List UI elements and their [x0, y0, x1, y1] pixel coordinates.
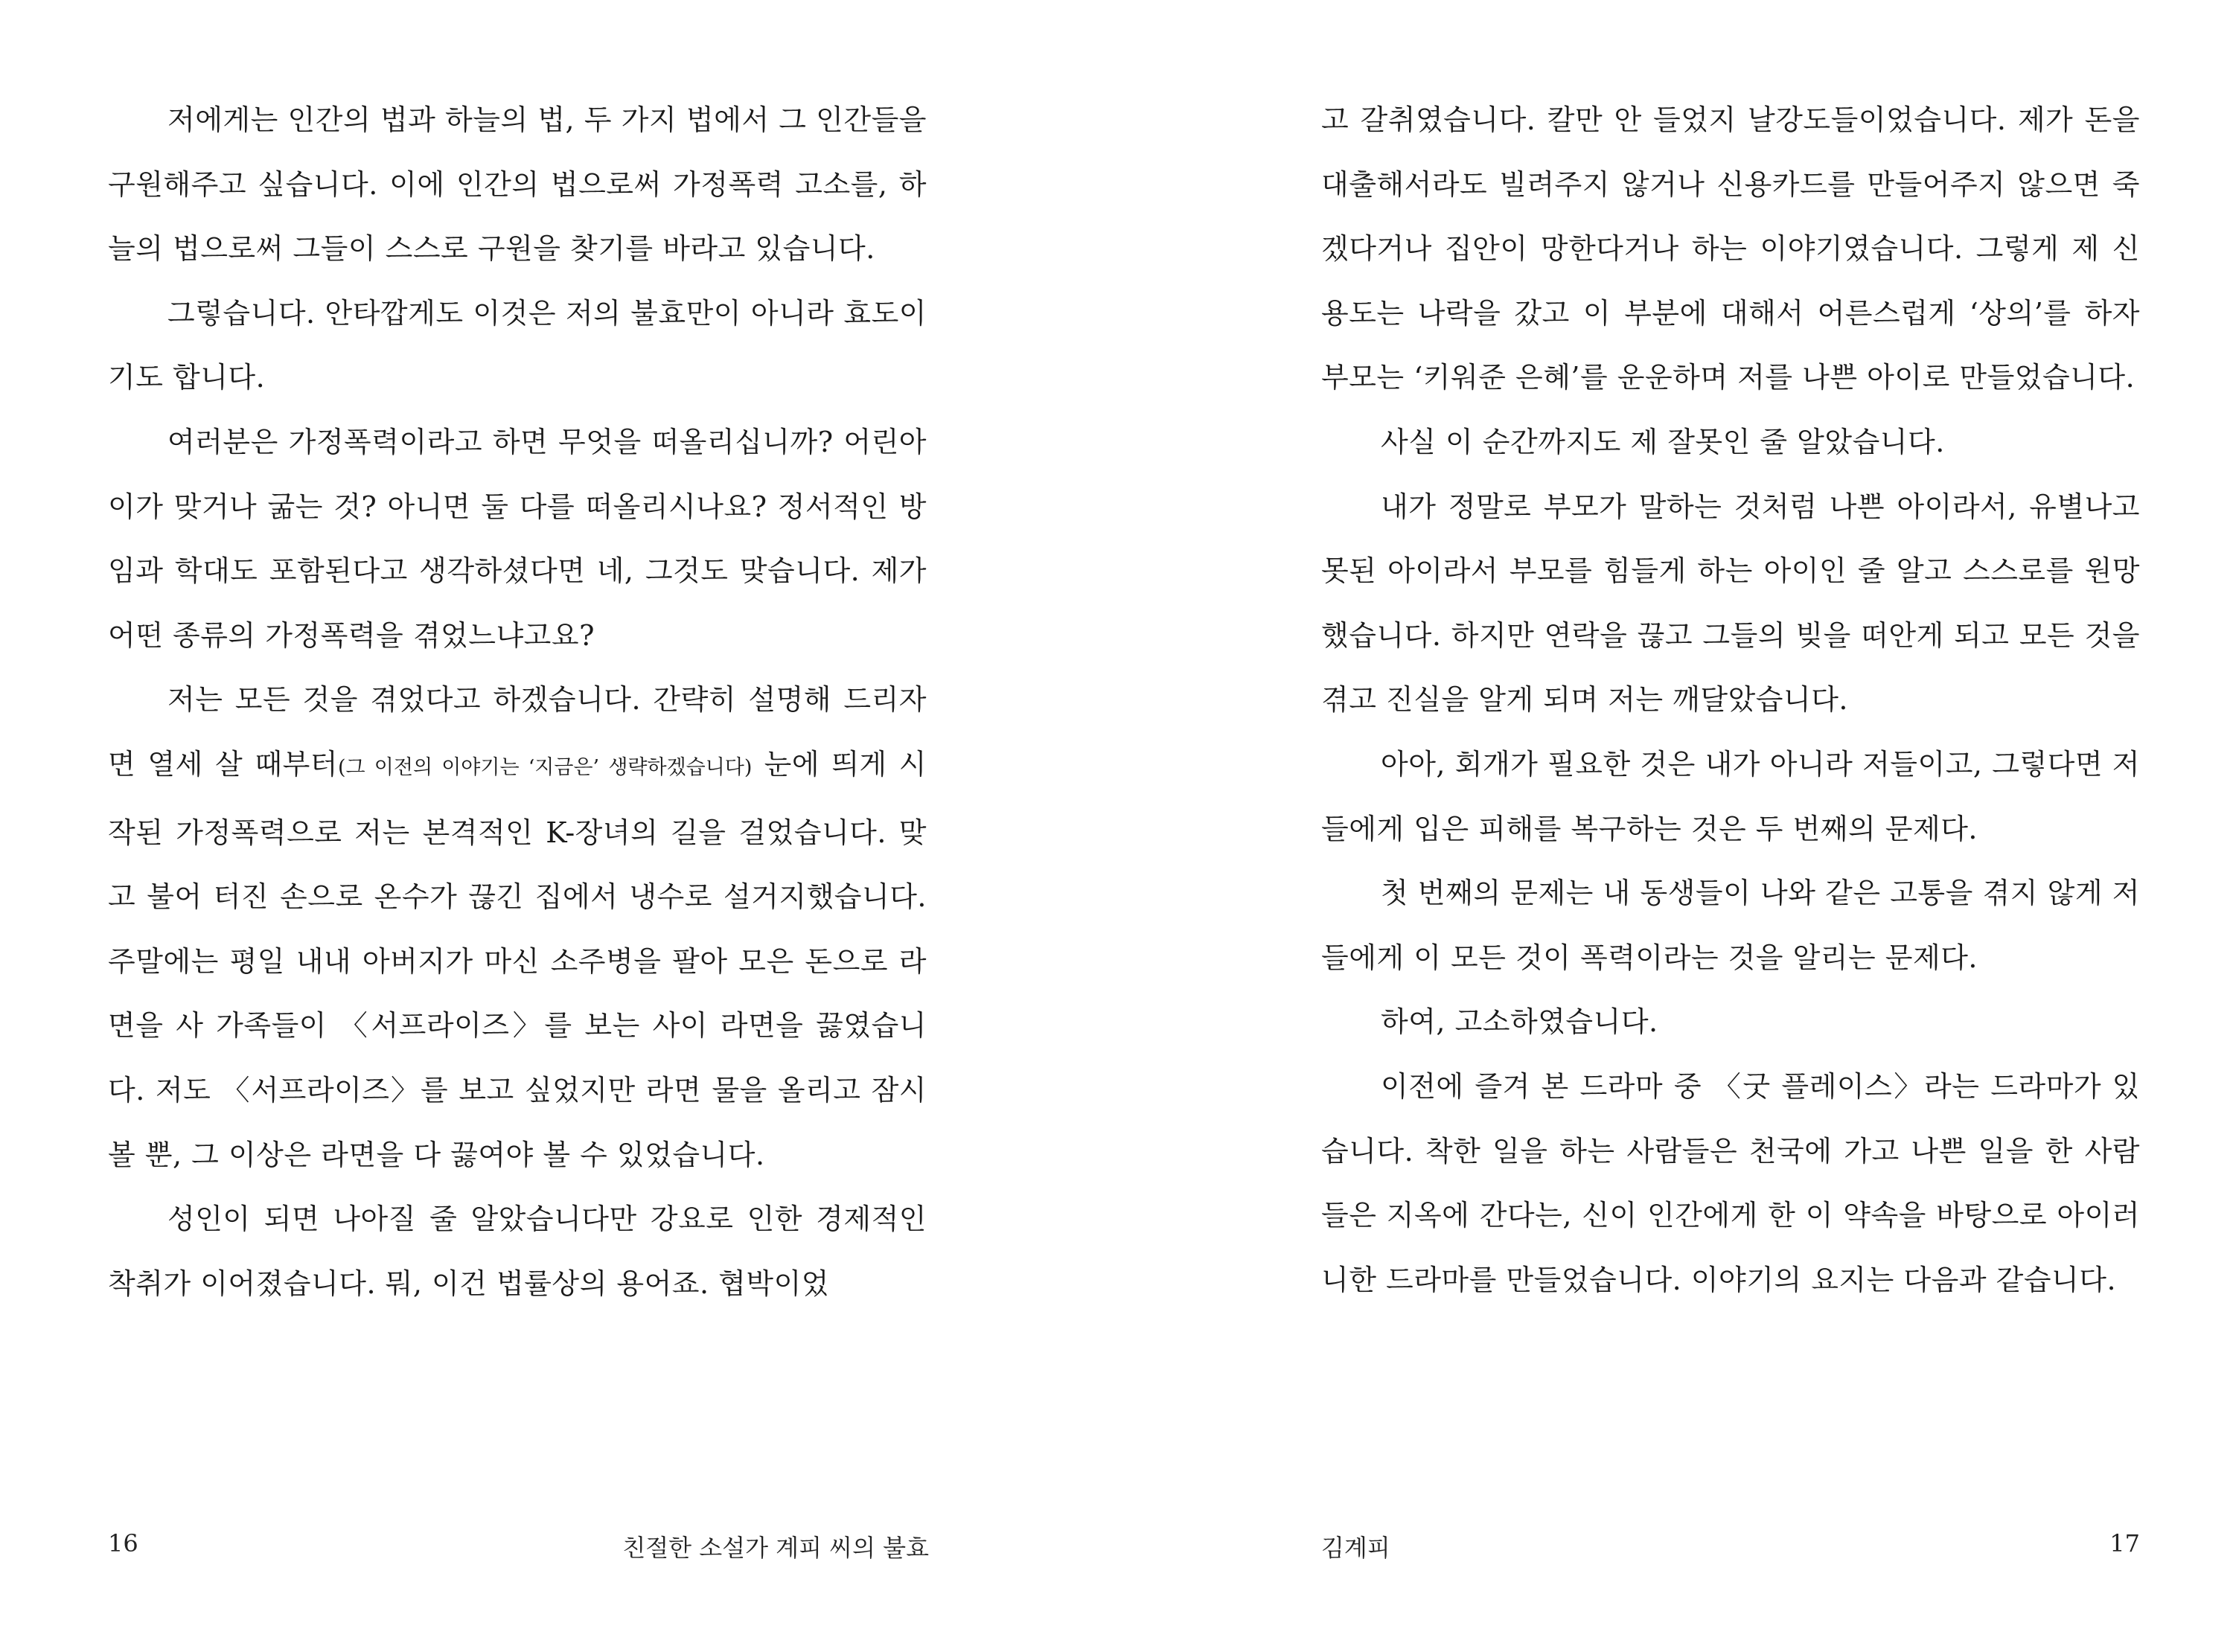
paragraph: 여러분은 가정폭력이라고 하면 무엇을 떠올리십니까? 어린아이가 맞거나 굶는 것? 아니면 둘 다를 떠올리시나요? 정서적인 방임과 학대도 포함된다고 생각하셨다면 네, 그것도 맞습니다. 제가 어떤 종류의 가정폭력을 겪었느냐고요?	[108, 425, 927, 652]
paragraph: 첫 번째의 문제는 내 동생들이 나와 같은 고통을 겪지 않게 저들에게 이 모든 것이 폭력이라는 것을 알리는 문제다.	[1321, 877, 2140, 974]
paragraph: 이전에 즐겨 본 드라마 중 〈굿 플레이스〉라는 드라마가 있습니다. 착한 일을 하는 사람들은 천국에 가고 나쁜 일을 한 사람들은 지옥에 간다는, 신이 인간에게 한 이 약속을 바탕으로 아이러니한 드라마를 만들었습니다. 이야기의 요지는 다음과 같습니다.	[1321, 1069, 2140, 1296]
right-page	[1116, 0, 2233, 1652]
right-page-body	[1321, 88, 2140, 1312]
paragraph	[108, 667, 927, 1187]
paragraph-text: 눈에 띄게 시작된 가정폭력으로 저는 본격적인 K-장녀의 길을 걸었습니다. 맞고 불어 터진 손으로 온수가 끊긴 집에서 냉수로 설거지했습니다. 주말에는 평일 내내 아버지가 마신 소주병을 팔아 모은 돈으로 라면을 사 가족들이 〈서프라이즈〉를 보는 사이 라면을 끓였습니다. 저도 〈서프라이즈〉를 보고 싶었지만 라면 물을 올리고 잠시 볼 뿐, 그 이상은 라면을 다 끓여야 볼 수 있었습니다.	[108, 747, 927, 1171]
page-number: 16	[108, 1529, 138, 1557]
paragraph: 저에게는 인간의 법과 하늘의 법, 두 가지 법에서 그 인간들을 구원해주고 싶습니다. 이에 인간의 법으로써 가정폭력 고소를, 하늘의 법으로써 그들이 스스로 구원을 찾기를 바라고 있습니다.	[108, 103, 927, 266]
paragraph: 그렇습니다. 안타깝게도 이것은 저의 불효만이 아니라 효도이기도 합니다.	[108, 296, 927, 394]
page-number: 17	[2109, 1529, 2140, 1557]
paragraph: 아아, 회개가 필요한 것은 내가 아니라 저들이고, 그렇다면 저들에게 입은 피해를 복구하는 것은 두 번째의 문제다.	[1321, 747, 2140, 845]
parenthetical-note: (그 이전의 이야기는 ‘지금은’ 생략하겠습니다)	[338, 755, 753, 779]
paragraph: 내가 정말로 부모가 말하는 것처럼 나쁜 아이라서, 유별나고 못된 아이라서 부모를 힘들게 하는 아이인 줄 알고 스스로를 원망했습니다. 하지만 연락을 끊고 그들의 빚을 떠안게 되고 모든 것을 겪고 진실을 알게 되며 저는 깨달았습니다.	[1321, 490, 2140, 717]
paragraph: 하여, 고소하였습니다.	[1381, 1005, 1658, 1039]
left-page	[0, 0, 1116, 1652]
paragraph-text: 저는 모든 것을 겪었다고 하겠습니다. 간략히 설명해 드리자면 열세 살 때부터	[108, 683, 927, 781]
paragraph: 고 갈취였습니다. 칼만 안 들었지 날강도들이었습니다. 제가 돈을 대출해서라도 빌려주지 않거나 신용카드를 만들어주지 않으면 죽겠다거나 집안이 망한다거나 하는 이야기였습니다. 그렇게 제 신용도는 나락을 갔고 이 부분에 대해서 어른스럽게 ‘상의’를 하자 부모는 ‘키워준 은혜’를 운운하며 저를 나쁜 아이로 만들었습니다.	[1321, 103, 2140, 394]
running-author: 김계피	[1321, 1534, 1390, 1562]
paragraph: 사실 이 순간까지도 제 잘못인 줄 알았습니다.	[1381, 425, 1945, 458]
running-title: 친절한 소설가 계피 씨의 불효	[622, 1534, 929, 1562]
paragraph: 성인이 되면 나아질 줄 알았습니다만 강요로 인한 경제적인 착취가 이어졌습니다. 뭐, 이건 법률상의 용어죠. 협박이었	[108, 1203, 927, 1300]
left-page-body	[108, 88, 927, 1316]
